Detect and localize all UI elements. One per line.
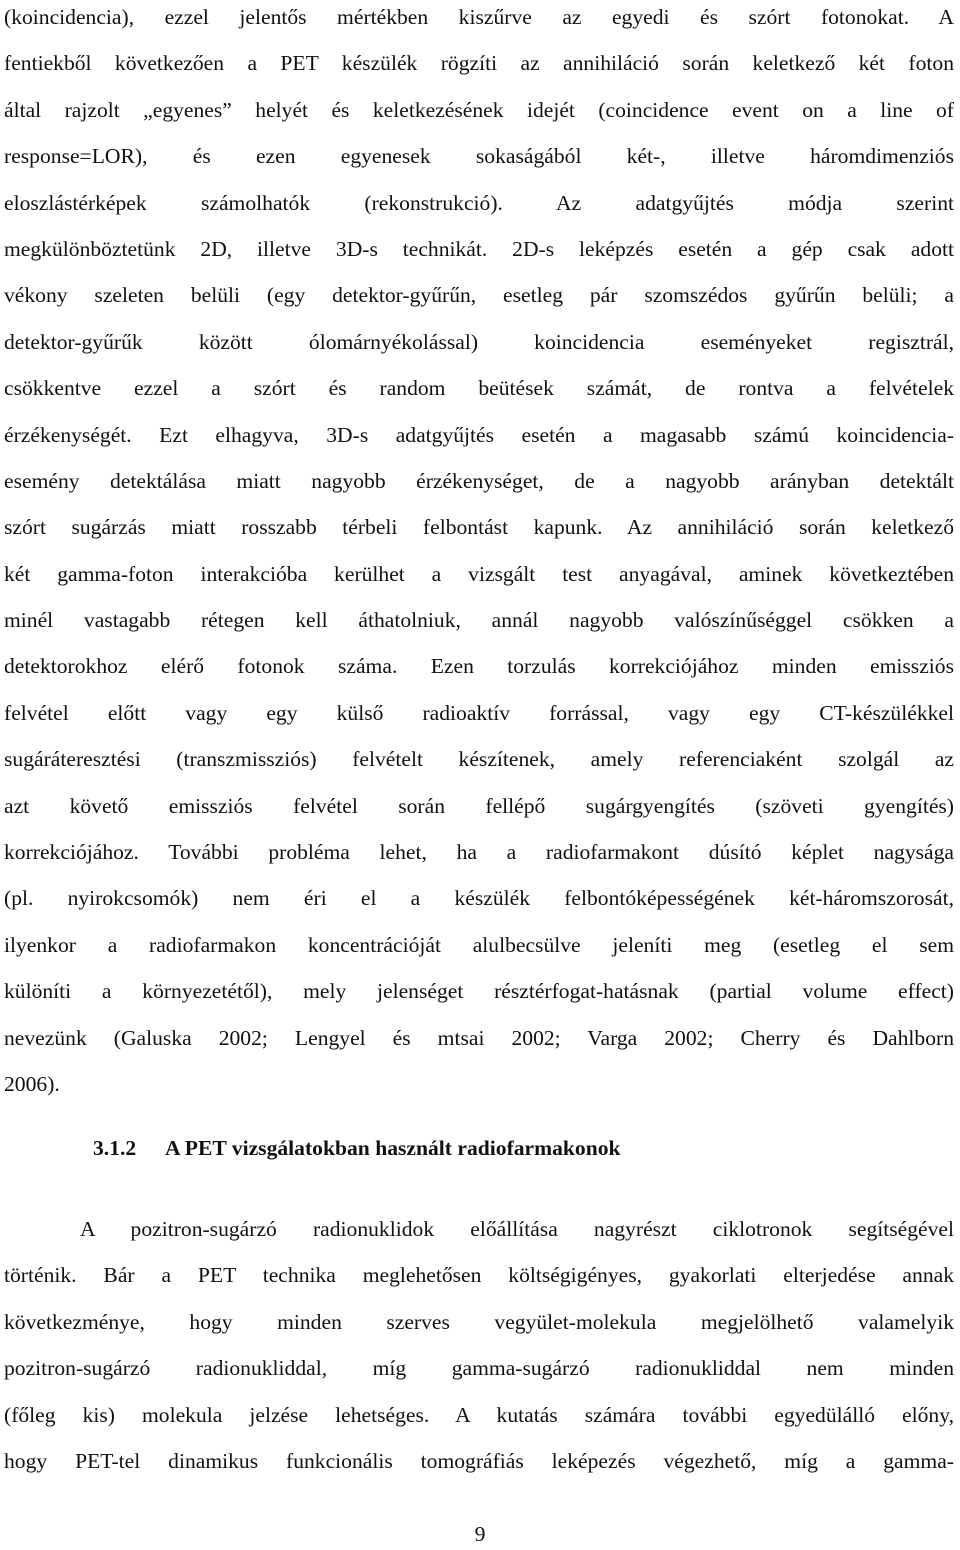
text-line: szórt sugárzás miatt rosszabb térbeli felbontást kapunk. Az annihiláció során keletkező: [4, 515, 954, 540]
text-line: fentiekből következően a PET készülék rögzíti az annihiláció során keletkező két foton: [4, 51, 954, 76]
text-line: 2006).: [4, 1071, 60, 1096]
text-line: eloszlástérképek számolhatók (rekonstrukció). Az adatgyűjtés módja szerint: [4, 190, 954, 215]
body-paragraph-2: [4, 1206, 954, 1484]
text-line: (koincidencia), ezzel jelentős mértékben kiszűrve az egyedi és szórt fotonokat. A: [4, 5, 954, 29]
text-line: (pl. nyirokcsomók) nem éri el a készülék felbontóképességének két-háromszorosát,: [4, 886, 954, 911]
text-line: két gamma-foton interakcióba kerülhet a vizsgált test anyagával, aminek következtében: [4, 561, 954, 586]
text-line: következménye, hogy minden szerves vegyület-molekula megjelölhető valamelyik: [4, 1309, 954, 1334]
text-line: ilyenkor a radiofarmakon koncentrációját alulbecsülve jeleníti meg (esetleg el sem: [4, 932, 954, 957]
text-line: csökkentve ezzel a szórt és random beütések számát, de rontva a felvételek: [4, 376, 954, 401]
text-line: hogy PET-tel dinamikus funkcionális tomográfiás leképezés végezhető, míg a gamma-: [4, 1448, 954, 1473]
text-line: megkülönböztetünk 2D, illetve 3D-s technikát. 2D-s leképzés esetén a gép csak adott: [4, 236, 954, 261]
text-line: nevezünk (Galuska 2002; Lengyel és mtsai 2002; Varga 2002; Cherry és Dahlborn: [4, 1025, 954, 1050]
text-line: A pozitron-sugárzó radionuklidok előállítása nagyrészt ciklotronok segítségével: [80, 1217, 954, 1241]
text-line: által rajzolt „egyenes” helyét és keletkezésének idejét (coincidence event on a line of: [4, 97, 954, 122]
section-title: A PET vizsgálatokban használt radiofarmakonok: [165, 1136, 621, 1160]
text-line: pozitron-sugárzó radionukliddal, míg gamma-sugárzó radionukliddal nem minden: [4, 1356, 954, 1381]
text-line: (főleg kis) molekula jelzése lehetséges. A kutatás számára további egyedülálló előny,: [4, 1402, 954, 1427]
section-heading: [93, 1136, 621, 1161]
text-line: különíti a környezetétől), mely jelenséget résztérfogat-hatásnak (partial volume effect): [4, 979, 954, 1004]
page-number: 9: [474, 1522, 486, 1546]
text-line: azt követő emissziós felvétel során fellépő sugárgyengítés (szöveti gyengítés): [4, 793, 954, 818]
text-line: detektorokhoz elérő fotonok száma. Ezen torzulás korrekciójához minden emissziós: [4, 654, 954, 679]
text-line: történik. Bár a PET technika meglehetősen költségigényes, gyakorlati elterjedése annak: [4, 1263, 954, 1288]
text-line: sugáráteresztési (transzmissziós) felvételt készítenek, amely referenciaként szolgál az: [4, 747, 954, 772]
text-line: response=LOR), és ezen egyenesek sokaságából két-, illetve háromdimenziós: [4, 144, 954, 169]
text-line: felvétel előtt vagy egy külső radioaktív forrással, vagy egy CT-készülékkel: [4, 700, 954, 725]
text-line: vékony szeleten belüli (egy detektor-gyűrűn, esetleg pár szomszédos gyűrűn belüli; a: [4, 283, 954, 308]
body-paragraph-1: [4, 0, 954, 1107]
section-number: 3.1.2: [93, 1136, 137, 1160]
text-line: detektor-gyűrűk között ólomárnyékolással) koincidencia eseményeket regisztrál,: [4, 329, 954, 354]
text-line: érzékenységét. Ezt elhagyva, 3D-s adatgyűjtés esetén a magasabb számú koincidencia-: [4, 422, 954, 447]
text-line: minél vastagabb rétegen kell áthatolniuk, annál nagyobb valószínűséggel csökken a: [4, 608, 954, 633]
text-line: korrekciójához. További probléma lehet, ha a radiofarmakont dúsító képlet nagysága: [4, 840, 954, 865]
text-line: esemény detektálása miatt nagyobb érzékenységet, de a nagyobb arányban detektált: [4, 468, 954, 493]
